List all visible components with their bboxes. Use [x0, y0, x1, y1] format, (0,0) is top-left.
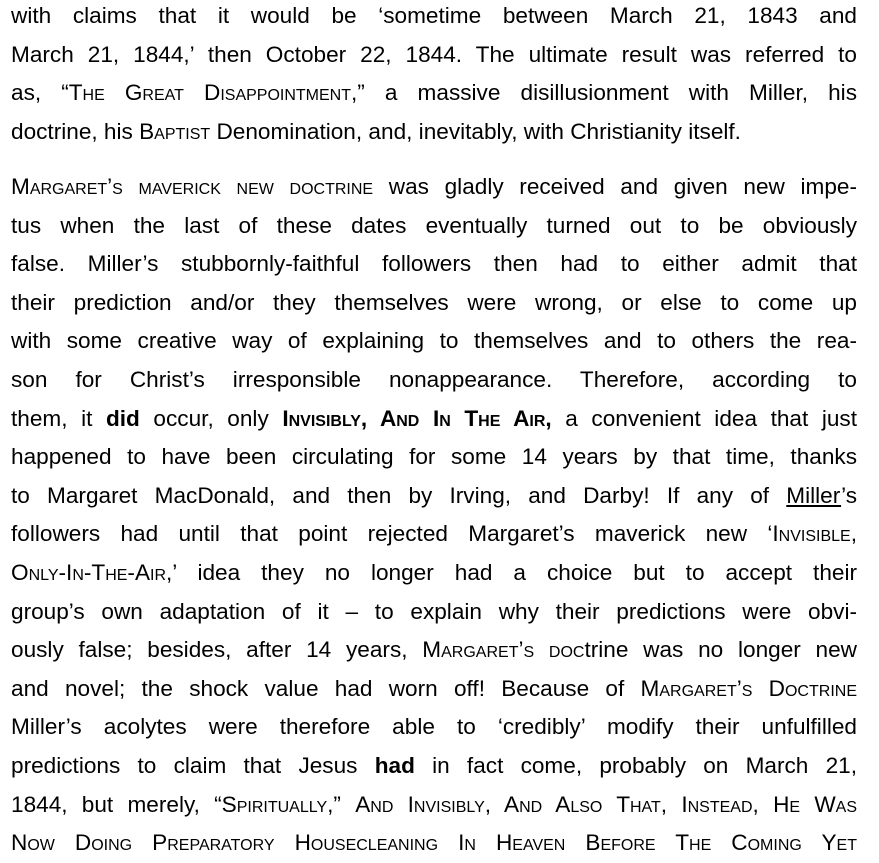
text-run: with claims that it would be ‘sometime between March 21, 1843 and [11, 3, 857, 28]
text-run: Only-In-The-Air [11, 559, 167, 585]
text-run: doctrine, his [11, 118, 140, 144]
text-line [11, 168, 857, 207]
text-line [11, 438, 857, 477]
text-line [11, 631, 857, 670]
text-line [11, 708, 857, 747]
text-run: March 21, 1844,’ then October 22, 1844. The ultimate result was referred to [11, 41, 857, 67]
text-run: as, “ [11, 80, 69, 106]
text-run: Miller [786, 482, 842, 508]
text-line [11, 554, 857, 593]
text-run: to Margaret MacDonald, and then by Irving, and Darby! If any of [11, 482, 787, 508]
text-run: occur, only [139, 405, 283, 431]
text-run: Baptist [139, 118, 211, 144]
text-run: And Invisibly, And Also That, Instead, He Was [355, 791, 857, 817]
text-run: ,’ idea they no longer had a choice but to accept their [166, 559, 857, 585]
text-run: Now Doing Preparatory Housecleaning In Heaven Before The Coming Yet [11, 830, 857, 856]
text-run: happened to have been circulating for some 14 years by that time, thanks [11, 444, 857, 470]
text-line [11, 747, 857, 786]
text-line [11, 74, 857, 113]
paragraph-margarets-doctrine [11, 168, 857, 863]
text-run: Margaret’s Doctrine [640, 675, 857, 701]
text-run: had [374, 752, 415, 778]
text-line [11, 593, 857, 632]
text-run: with some creative way of explaining to themselves and to others the rea- [11, 328, 857, 354]
text-run: ,” a massive disillusionment with Miller, his [351, 80, 857, 106]
text-run: Spiritually, [221, 791, 334, 817]
text-run: ously false; besides, after 14 years, [11, 637, 423, 663]
text-run: 1844, but merely, “ [11, 791, 222, 817]
text-run: false. Miller’s stubbornly-faithful followers then had to either admit that [11, 251, 857, 277]
text-run: trine was no longer new [584, 637, 857, 663]
text-line [11, 786, 857, 825]
text-line [11, 477, 857, 516]
text-line [11, 113, 857, 152]
text-run: and novel; the shock value had worn off! Because of [11, 675, 641, 701]
text-line [11, 515, 857, 554]
text-run: son for Christ’s irresponsible nonappearance. Therefore, according to [11, 366, 857, 392]
text-run: in fact come, probably on March 21, [414, 752, 858, 778]
text-run: group’s own adaptation of it – to explain why their predictions were obvi- [11, 598, 857, 624]
text-line [11, 245, 857, 284]
paragraph-great-disappointment [11, 0, 857, 151]
text-run: Denomination, and, inevitably, with Christianity itself. [210, 118, 741, 144]
text-line [11, 0, 857, 36]
text-run: The Great Disappointment [68, 80, 352, 106]
text-line [11, 322, 857, 361]
text-run: was gladly received and given new impe- [373, 174, 857, 199]
text-run: them, it [11, 405, 106, 431]
text-line [11, 36, 857, 75]
text-run: predictions to claim that Jesus [11, 752, 375, 778]
text-run: ” [333, 791, 356, 817]
text-run: Miller’s acolytes were therefore able to ‘credibly’ modify their unfulfilled [11, 714, 857, 740]
text-run: a convenient idea that just [551, 405, 858, 431]
text-line [11, 361, 857, 400]
text-run: ’s [841, 482, 857, 508]
text-run: Margaret’s doc [422, 637, 585, 663]
text-run: did [105, 405, 140, 431]
text-line [11, 400, 857, 439]
text-line [11, 670, 857, 709]
text-run: their prediction and/or they themselves were wrong, or else to come up [11, 289, 857, 315]
text-run: followers had until that point rejected Margaret’s maverick new ‘ [11, 521, 773, 547]
text-run: tus when the last of these dates eventually turned out to be obviously [11, 212, 857, 238]
text-line [11, 284, 857, 323]
text-line [11, 824, 857, 863]
text-run: Invisible, [772, 521, 857, 547]
text-run: Margaret’s maverick new doctrine [11, 174, 374, 199]
text-run: Invisibly, And In The Air, [282, 405, 552, 431]
text-line [11, 207, 857, 246]
